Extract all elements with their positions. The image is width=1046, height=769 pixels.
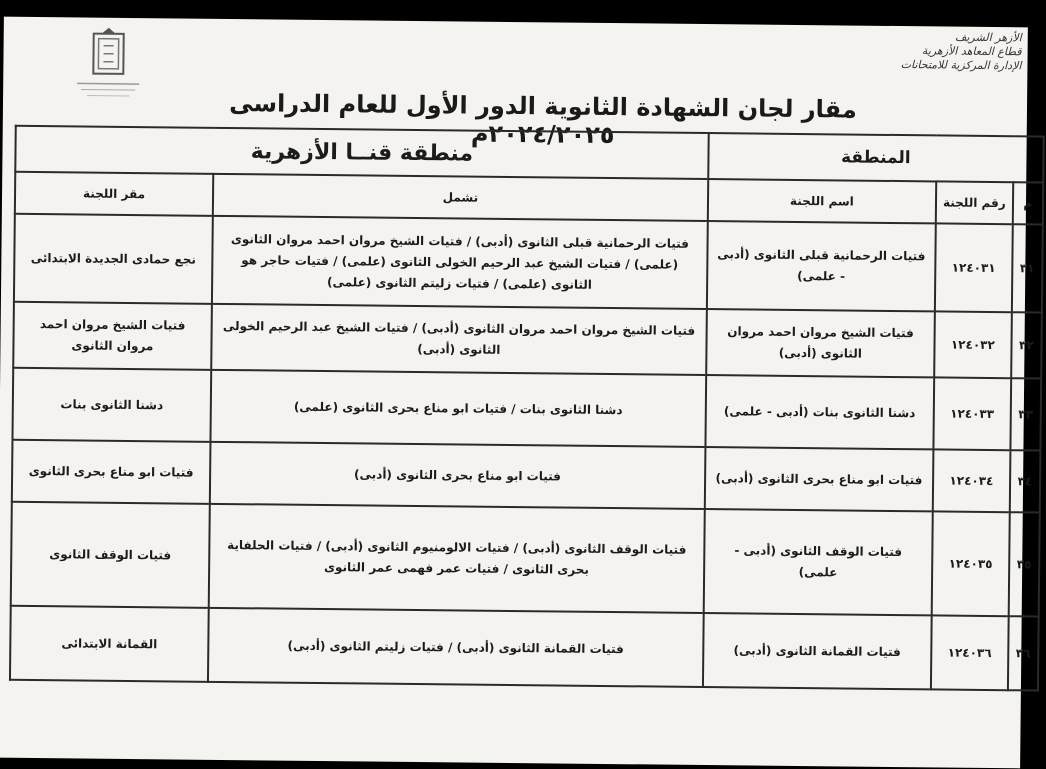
row-code: ١٢٤٠٣١ [935, 223, 1013, 312]
row-num: ٣٤ [1009, 450, 1040, 512]
table-row [12, 440, 1041, 513]
issuer-header [881, 30, 1021, 73]
col-header-num: م [1013, 182, 1044, 224]
page-title: مقار لجان الشهادة الثانوية الدور الأول للعام الدراسى ٢٠٢٤/٢٠٢٥م [193, 89, 894, 152]
issuer-line-3: الإدارة المركزية للامتحانات [881, 58, 1021, 73]
row-includes: فتيات الرحمانية قبلى الثانوى (أدبى) / فتيات الشيخ مروان احمد مروان الثانوى (علمى) / فتيات الشيخ عبد الرحيم الخولى الثانوى (علمى) / فتيات حاجر هو الثانوى (علمى) / فتيات زليتم الثانوى (علمى) [212, 216, 708, 309]
row-num: ٣١ [1012, 224, 1043, 312]
row-code: ١٢٤٠٣٥ [932, 511, 1010, 616]
row-name: فتيات ابو مناع بحرى الثانوى (أدبى) [705, 447, 934, 511]
azhar-logo-icon [73, 25, 144, 106]
col-header-code: رقم اللجنة [936, 181, 1013, 224]
row-name: دشنا الثانوى بنات (أدبى - علمى) [705, 375, 934, 449]
issuer-line-2: قطاع المعاهد الأزهرية [882, 44, 1022, 59]
row-seat: فتيات ابو مناع بحرى الثانوى [12, 440, 211, 504]
row-name: فتيات القمانة الثانوى (أدبى) [703, 613, 932, 689]
row-name: فتيات الشيخ مروان احمد مروان الثانوى (أدبى) [706, 309, 935, 377]
committees-table [9, 125, 1045, 692]
row-includes: فتيات ابو مناع بحرى الثانوى (أدبى) [210, 442, 705, 509]
row-name: فتيات الرحمانية قبلى الثانوى (أدبى - علمى) [707, 221, 936, 311]
row-code: ١٢٤٠٣٣ [933, 377, 1010, 450]
row-seat: دشنا الثانوى بنات [12, 368, 211, 442]
row-code: ١٢٤٠٣٦ [931, 615, 1009, 690]
row-num: ٣٢ [1011, 312, 1042, 378]
row-code: ١٢٤٠٣٢ [934, 311, 1011, 378]
region-name: منطقة قنــا الأزهرية [15, 126, 708, 179]
issuer-line-1: الأزهر الشريف [882, 30, 1022, 45]
col-header-name: اسم اللجنة [708, 179, 937, 223]
row-num: ٣٦ [1008, 616, 1039, 690]
row-code: ١٢٤٠٣٤ [933, 449, 1010, 512]
row-includes: دشنا الثانوى بنات / فتيات ابو مناع بحرى الثانوى (علمى) [210, 370, 706, 447]
row-seat: فتيات الوقف الثانوى [11, 502, 210, 608]
table-row [14, 214, 1043, 313]
table-row [11, 502, 1040, 617]
row-includes: فتيات الوقف الثانوى (أدبى) / فتيات الالومنيوم الثانوى (أدبى) / فتيات الحلفاية بحرى الثانوى / فتيات عمر فهمى عمر الثانوى [209, 504, 705, 613]
row-includes: فتيات الشيخ مروان احمد مروان الثانوى (أدبى) / فتيات الشيخ عبد الرحيم الخولى الثانوى (أدبى) [211, 304, 706, 375]
region-label: المنطقة [708, 133, 1044, 183]
document-page [0, 17, 1028, 769]
row-seat: نجع حمادى الجديدة الابتدائى [14, 214, 213, 304]
row-seat: فتيات الشيخ مروان احمد مروان الثانوى [13, 302, 212, 370]
row-num: ٣٣ [1010, 378, 1041, 450]
row-includes: فتيات القمانة الثانوى (أدبى) / فتيات زليتم الثانوى (أدبى) [208, 608, 704, 687]
row-num: ٣٥ [1008, 512, 1039, 616]
row-name: فتيات الوقف الثانوى (أدبى - علمى) [703, 509, 932, 615]
col-header-seat: مقر اللجنة [15, 172, 213, 216]
row-seat: القمانة الابتدائى [10, 606, 209, 682]
table-row [13, 302, 1042, 379]
col-header-includes: تشمل [213, 174, 708, 221]
table-row [12, 368, 1041, 451]
table-row [10, 606, 1039, 691]
